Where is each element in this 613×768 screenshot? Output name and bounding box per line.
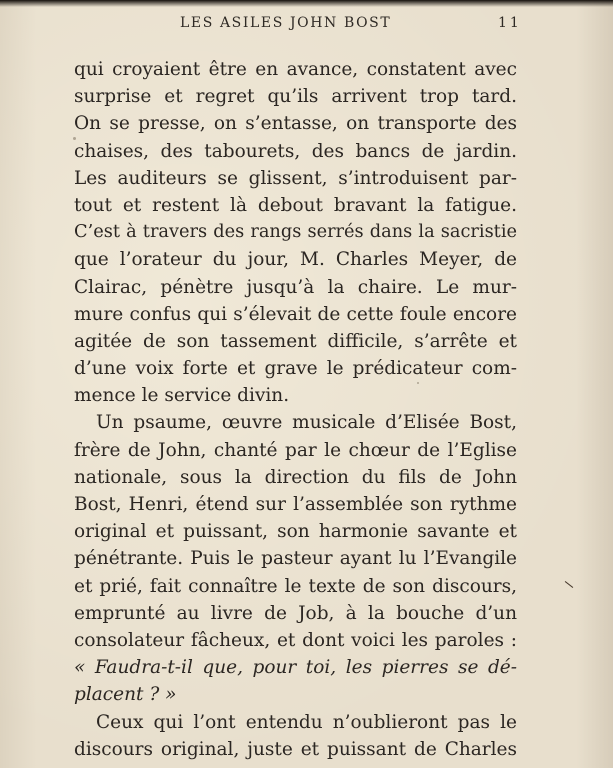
text-line: Bost, Henri, étend sur l’assemblée son rythme [74, 494, 517, 515]
text-line: chaises, des tabourets, des bancs de jardin. [74, 140, 517, 162]
margin-mark [565, 581, 573, 588]
text-line: tout et restent là debout bravant la fatigue. [74, 194, 517, 216]
text-line: surprise et regret qu’ils arrivent trop tard. [74, 86, 517, 108]
text-line: Les auditeurs se glissent, s’introduisent par- [74, 167, 517, 189]
text-line: mence le service divin. [74, 385, 290, 407]
text-line: discours original, juste et puissant de Charles [74, 738, 517, 760]
text-line: Ceux qui l’ont entendu n’oublieront pas le [96, 711, 517, 733]
paper-speck [73, 137, 76, 140]
text-line: consolateur fâcheux, et dont voici les paroles : [74, 629, 517, 651]
text-line: C’est à travers des rangs serrés dans la sacristie [74, 222, 517, 243]
text-line: que l’orateur du jour, M. Charles Meyer, de [74, 249, 517, 271]
text-line: et prié, fait connaître le texte de son discours, [74, 575, 517, 597]
page-number: 11 [498, 15, 522, 31]
text-line: qui croyaient être en avance, constatent avec [74, 59, 517, 80]
text-line: pénétrante. Puis le pasteur ayant lu l’Evangile [74, 548, 517, 570]
text-line: agitée de son tassement difficile, s’arrête et [74, 330, 517, 352]
text-line: « Faudra-t-il que, pour toi, les pierres se dé- [74, 657, 517, 679]
running-head [0, 12, 613, 32]
running-head-title: LES ASILES JOHN BOST [180, 15, 392, 31]
paper-speck [417, 382, 419, 384]
page-top-edge-shadow [0, 0, 613, 7]
text-line: emprunté au livre de Job, à la bouche d’un [74, 602, 517, 624]
text-line: nationale, sous la direction du fils de John [74, 466, 517, 488]
text-line: Un psaume, œuvre musicale d’Elisée Bost, [96, 412, 517, 434]
text-line: On se presse, on s’entasse, on transporte des [74, 113, 517, 135]
text-line: original et puissant, son harmonie savante et [74, 521, 517, 543]
text-line: Clairac, pénètre jusqu’à la chaire. Le mur- [74, 276, 517, 298]
body-text [74, 56, 517, 763]
text-line: placent ? » [74, 684, 177, 706]
text-line: d’une voix forte et grave le prédicateur com- [74, 358, 517, 380]
text-line: frère de John, chanté par le chœur de l’Eglise [74, 439, 517, 461]
text-line: mure confus qui s’élevait de cette foule encore [74, 303, 517, 325]
